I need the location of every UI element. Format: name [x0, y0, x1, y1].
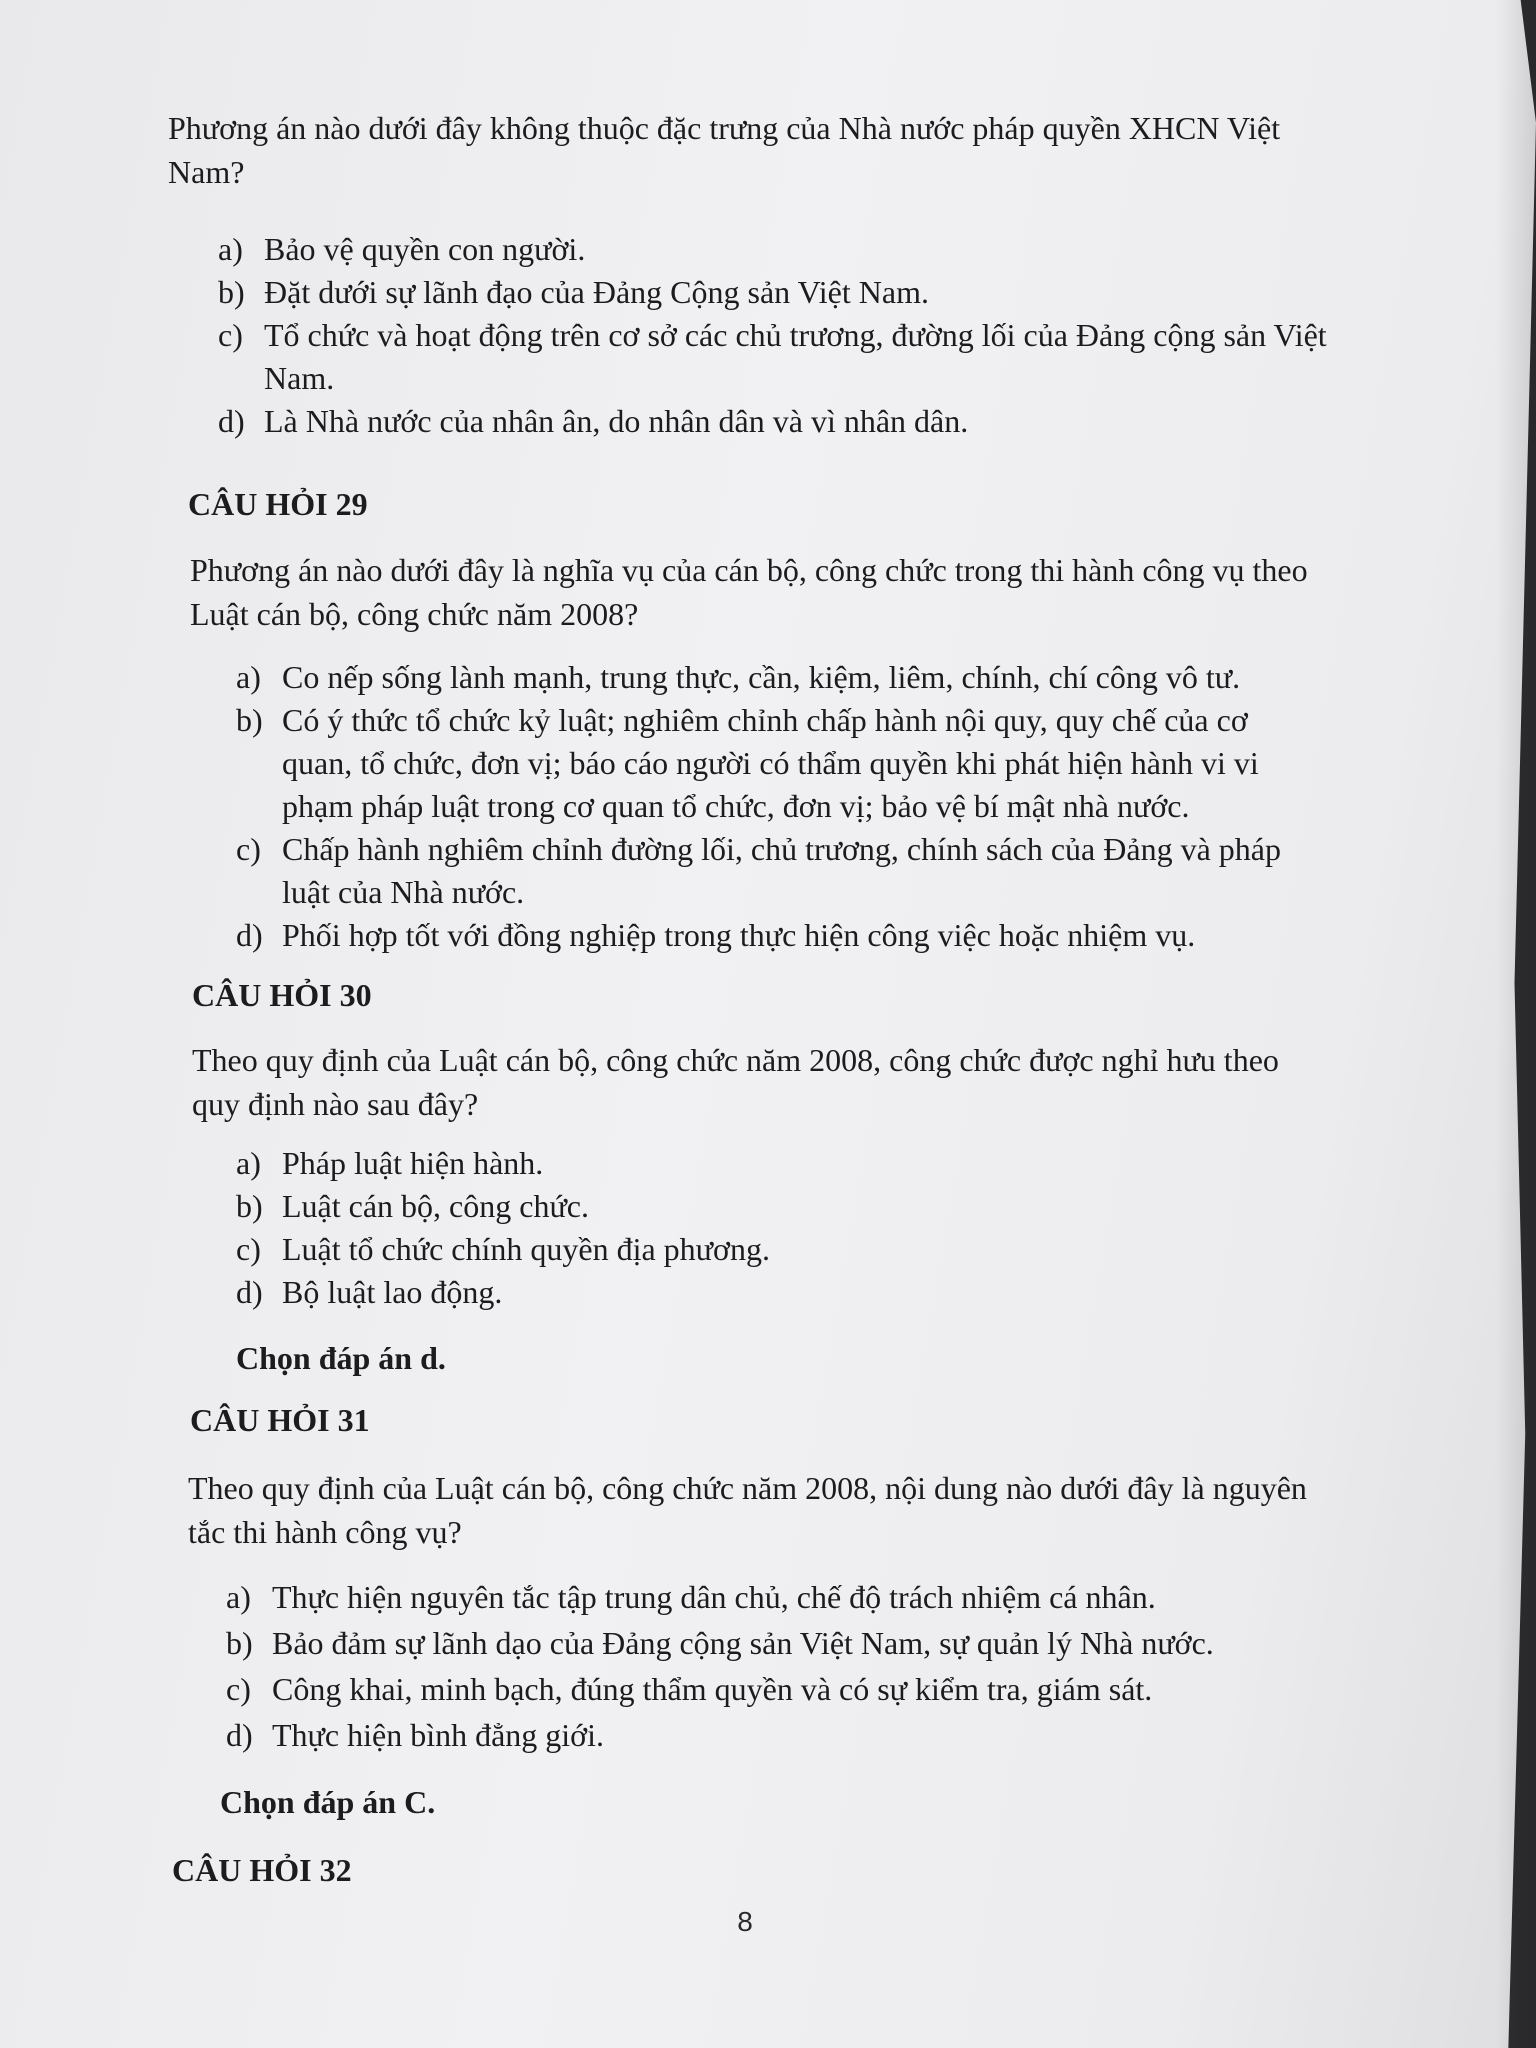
option-b: b) Có ý thức tổ chức kỷ luật; nghiêm chỉnh chấp hành nội quy, quy chế của cơ quan, tổ chức, đơn vị; báo cáo người có thẩm quyền khi phát hiện hành vi vi phạm pháp luật trong cơ quan tổ chức, đơn vị; bảo vệ bí mật nhà nước. — [236, 702, 1259, 824]
page-number: 8 — [737, 1906, 753, 1937]
option-c: c) Luật tổ chức chính quyền địa phương. — [236, 1231, 770, 1267]
intro-question-text: Phương án nào dưới đây không thuộc đặc trưng của Nhà nước pháp quyền XHCN Việt Nam? — [168, 110, 1281, 190]
question-29-heading: CÂU HỎI 29 — [188, 486, 368, 522]
option-d: d) Là Nhà nước của nhân ân, do nhân dân và vì nhân dân. — [218, 403, 969, 439]
question-31-text: Theo quy định của Luật cán bộ, công chức năm 2008, nội dung nào dưới đây là nguyên tắc thi hành công vụ? — [188, 1470, 1307, 1550]
question-32-heading: CÂU HỎI 32 — [172, 1852, 352, 1888]
question-31-heading: CÂU HỎI 31 — [190, 1402, 370, 1438]
question-30-options — [236, 1142, 1316, 1314]
option-a: a) Pháp luật hiện hành. — [236, 1145, 544, 1181]
option-b: b) Luật cán bộ, công chức. — [236, 1188, 589, 1224]
option-d: d) Phối hợp tốt với đồng nghiệp trong thực hiện công việc hoặc nhiệm vụ. — [236, 917, 1196, 953]
question-29-text: Phương án nào dưới đây là nghĩa vụ của cán bộ, công chức trong thi hành công vụ theo Luật cán bộ, công chức năm 2008? — [190, 552, 1308, 632]
question-31-answer: Chọn đáp án C. — [220, 1784, 436, 1820]
option-a: a) Co nếp sống lành mạnh, trung thực, cần, kiệm, liêm, chính, chí công vô tư. — [236, 659, 1241, 695]
option-c: c) Tổ chức và hoạt động trên cơ sở các chủ trương, đường lối của Đảng cộng sản Việt Nam. — [218, 317, 1327, 396]
option-b: b) Bảo đảm sự lãnh dạo của Đảng cộng sản Việt Nam, sự quản lý Nhà nước. — [226, 1625, 1214, 1661]
option-a: a) Bảo vệ quyền con người. — [218, 231, 586, 267]
option-d: d) Thực hiện bình đẳng giới. — [226, 1717, 604, 1753]
question-31-options — [226, 1574, 1336, 1758]
question-30-heading: CÂU HỎI 30 — [192, 977, 372, 1013]
option-b: b) Đặt dưới sự lãnh đạo của Đảng Cộng sản Việt Nam. — [218, 274, 929, 310]
option-c: c) Công khai, minh bạch, đúng thẩm quyền và có sự kiểm tra, giám sát. — [226, 1671, 1153, 1707]
question-30-answer: Chọn đáp án d. — [236, 1340, 446, 1376]
option-d: d) Bộ luật lao động. — [236, 1274, 503, 1310]
intro-question-options — [218, 228, 1338, 443]
option-c: c) Chấp hành nghiêm chỉnh đường lối, chủ trương, chính sách của Đảng và pháp luật của Nhà nước. — [236, 831, 1281, 910]
option-a: a) Thực hiện nguyên tắc tập trung dân chủ, chế độ trách nhiệm cá nhân. — [226, 1579, 1156, 1615]
question-30-text: Theo quy định của Luật cán bộ, công chức năm 2008, công chức được nghỉ hưu theo quy định nào sau đây? — [192, 1042, 1279, 1122]
question-29-options — [236, 656, 1316, 957]
